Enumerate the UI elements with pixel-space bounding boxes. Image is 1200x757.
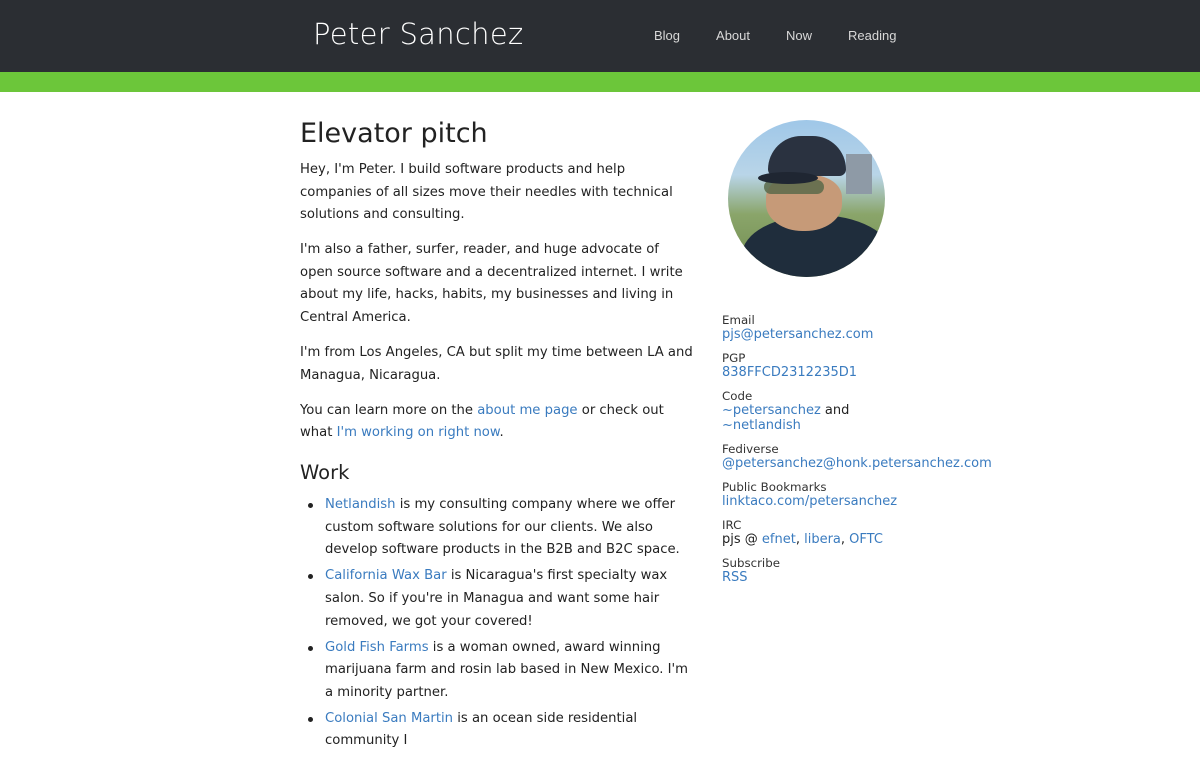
- site-title[interactable]: Peter Sanchez: [313, 17, 524, 51]
- colonial-san-martin-link[interactable]: Colonial San Martin: [325, 710, 454, 726]
- fediverse-label: Fediverse: [722, 442, 779, 456]
- text: is Nicaragua's first specialty wax salon. So if you're in Managua and want some hair removed, we got your covered!: [325, 568, 668, 629]
- avatar: [728, 120, 885, 277]
- pgp-label: PGP: [722, 351, 746, 365]
- nav-blog[interactable]: Blog: [654, 28, 681, 43]
- main-nav: [654, 28, 932, 43]
- sourcehut-netlandish-link[interactable]: ~netlandish: [722, 418, 801, 433]
- list-item: [300, 637, 695, 705]
- site-header: [0, 0, 1200, 72]
- text: ,: [795, 532, 805, 547]
- accent-bar: [0, 72, 1200, 92]
- avatar-cap: [768, 136, 846, 176]
- subscribe-label: Subscribe: [722, 556, 780, 570]
- text: ,: [840, 532, 850, 547]
- nav-reading[interactable]: Reading: [848, 28, 897, 43]
- nav-now[interactable]: Now: [786, 28, 813, 43]
- about-me-link[interactable]: about me page: [477, 402, 578, 418]
- irc-libera-link[interactable]: libera: [804, 532, 841, 547]
- location-paragraph: I'm from Los Angeles, CA but split my time between LA and Managua, Nicaragua.: [300, 345, 693, 383]
- rss-link[interactable]: RSS: [722, 570, 748, 585]
- list-item: [300, 708, 695, 753]
- nav-about[interactable]: About: [716, 28, 751, 43]
- fediverse-link[interactable]: @petersanchez@honk.petersanchez.com: [722, 456, 992, 471]
- background-shape: [846, 154, 872, 194]
- code-label: Code: [722, 389, 753, 403]
- avatar-cap-brim: [758, 172, 818, 184]
- work-heading: Work: [300, 461, 350, 485]
- irc-oftc-link[interactable]: OFTC: [849, 532, 883, 547]
- text: is a woman owned, award winning marijuana farm and rosin lab based in New Mexico. I'm a minority partner.: [325, 639, 689, 700]
- text: is an ocean side residential community I: [325, 710, 638, 749]
- intro-paragraph: Hey, I'm Peter. I build software products and help companies of all sizes move their needles with technical solutions and consulting.: [300, 162, 673, 223]
- about-paragraph: I'm also a father, surfer, reader, and huge advocate of open source software and a decentralized internet. I write about my life, hacks, habits, my businesses and living in Central America.: [300, 242, 683, 326]
- irc-links: [722, 532, 982, 547]
- list-item: [300, 565, 695, 633]
- email-link[interactable]: pjs@petersanchez.com: [722, 327, 874, 342]
- now-link[interactable]: I'm working on right now: [336, 425, 500, 441]
- list-item: [300, 494, 695, 562]
- irc-efnet-link[interactable]: efnet: [761, 532, 796, 547]
- text: pjs @: [722, 532, 762, 547]
- main-content: [300, 118, 695, 757]
- text: is my consulting company where we offer custom software solutions for our clients. We also develop software products in the B2B and B2C space.: [325, 497, 680, 558]
- page-title: Elevator pitch: [300, 118, 488, 149]
- gold-fish-farms-link[interactable]: Gold Fish Farms: [325, 639, 429, 655]
- text: or check out what: [300, 402, 664, 441]
- sourcehut-petersanchez-link[interactable]: ~petersanchez: [722, 403, 821, 418]
- learn-more-paragraph: [300, 400, 695, 445]
- netlandish-link[interactable]: Netlandish: [325, 497, 396, 513]
- text: You can learn more on the: [300, 402, 478, 418]
- irc-label: IRC: [722, 518, 742, 532]
- email-label: Email: [722, 313, 755, 327]
- code-links: [722, 403, 982, 433]
- bookmarks-label: Public Bookmarks: [722, 480, 827, 494]
- sidebar: [722, 120, 992, 594]
- bookmarks-link[interactable]: linktaco.com/petersanchez: [722, 494, 898, 509]
- work-list: [300, 494, 695, 753]
- pgp-link[interactable]: 838FFCD2312235D1: [722, 365, 858, 380]
- california-wax-bar-link[interactable]: California Wax Bar: [325, 568, 447, 584]
- text: .: [499, 425, 504, 441]
- text: and: [820, 403, 850, 418]
